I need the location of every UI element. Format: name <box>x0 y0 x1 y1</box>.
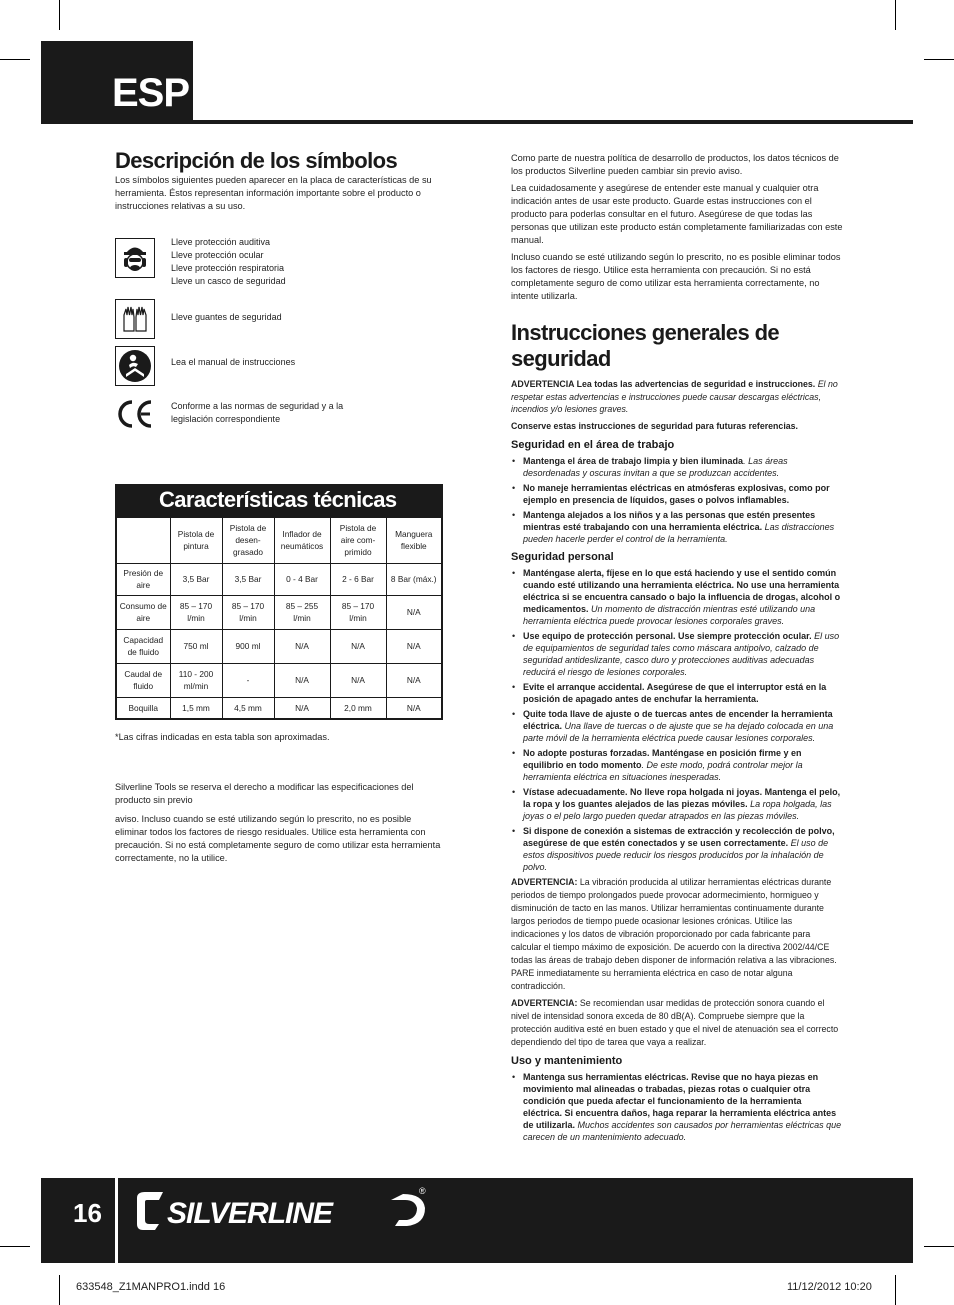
item-italic: Un momento de distracción mientras esté utilizando una herramienta eléctrica puede provocar lesiones corporales graves. <box>523 603 816 626</box>
table-cell: 85 – 255 l/min <box>274 595 330 629</box>
item-bold: No adopte posturas forzadas. Manténgase en posición firme y en equilibrio en todo momento <box>523 747 802 770</box>
symbol-label: Lleve un casco de seguridad <box>171 276 286 286</box>
table-cell: 750 ml <box>170 629 222 663</box>
item-italic: Muchos accidentes son causados por herramientas eléctricas que carecen de un mantenimiento adecuado. <box>523 1119 842 1142</box>
crop-mark <box>895 1275 896 1305</box>
symbol-label: Lleve protección respiratoria <box>171 263 285 273</box>
noise-warning <box>511 997 843 1049</box>
item-bold: Si dispone de conexión a sistemas de extracción y recolección de polvo, asegúrese de que estén conectados y se usen correctamente. <box>523 825 835 848</box>
item-bold: Mantenga alejados a los niños y a las personas que estén presentes mientras esté trabajando con una herramienta eléctrica. <box>523 509 816 532</box>
table-cell: 2 - 6 Bar <box>330 563 386 595</box>
header-rule <box>41 120 913 124</box>
table-cell: 3,5 Bar <box>222 563 274 595</box>
maintenance-heading: Uso y mantenimiento <box>511 1054 623 1067</box>
date-slug: 11/12/2012 10:20 <box>787 1281 872 1293</box>
protective-equipment-icon <box>115 238 155 278</box>
table-cell: Boquilla <box>116 697 170 719</box>
symbol-label: Conforme a las normas de seguridad y a la <box>171 401 344 411</box>
tech-table <box>115 516 443 720</box>
symbol-row-ce <box>115 394 343 434</box>
crop-mark <box>59 0 60 30</box>
registered-mark: ® <box>419 1186 426 1196</box>
vibration-lead: ADVERTENCIA: <box>511 876 578 887</box>
item-bold: Evite el arranque accidental. Asegúrese de que el interruptor está en la posición de apagado antes de enchufar la herramienta. <box>523 681 827 704</box>
keep-instructions: Conserve estas instrucciones de seguridad para futuras referencias. <box>511 420 798 431</box>
table-cell: N/A <box>386 629 442 663</box>
list-item <box>511 567 843 627</box>
symbol-row-gloves <box>115 299 282 339</box>
table-cell: 0 - 4 Bar <box>274 563 330 595</box>
page-number: 16 <box>73 1198 102 1228</box>
notice-paragraph: aviso. Incluso cuando se esté utilizando según lo prescrito, no es posible eliminar todos los factores de riesgo residuales. Utilice esta herramienta con precaución. Si no está completamente seguro de como utilizar esta herramienta correctamente, no la utilice. <box>115 814 441 863</box>
table-cell: N/A <box>274 697 330 719</box>
notice-paragraph: Silverline Tools se reserva el derecho a modificar las especificaciones del producto sin previo <box>115 782 414 805</box>
table-row <box>116 629 442 663</box>
personal-safety-list <box>511 567 843 873</box>
table-header-row <box>116 517 442 563</box>
crop-mark <box>59 1275 60 1305</box>
table-cell: - <box>222 663 274 697</box>
table-cell: 3,5 Bar <box>170 563 222 595</box>
specification-notice <box>115 781 445 869</box>
table-cell: Presión de aire <box>116 563 170 595</box>
brand-wordmark: SILVERLINE <box>167 1197 333 1230</box>
list-item <box>511 482 843 506</box>
intro-paragraph: Lea cuidadosamente y asegúrese de entender este manual y cualquier otra indicación antes de usar este producto. Guarde estas instrucciones con el producto para poderlas consultar en el futuro. Asegúrese de que todas las personas que utilizan este producto están completamente familiarizadas con este manual. <box>511 183 843 245</box>
work-area-heading: Seguridad en el área de trabajo <box>511 438 675 451</box>
table-cell: 4,5 mm <box>222 697 274 719</box>
item-bold: Use equipo de protección personal. Use siempre protección ocular. <box>523 630 812 641</box>
table-cell: 8 Bar (máx.) <box>386 563 442 595</box>
list-item <box>511 681 843 705</box>
table-header-cell: Inflador de neumáticos <box>274 517 330 563</box>
general-warning <box>511 378 843 416</box>
safety-title-line: seguridad <box>511 346 611 371</box>
tech-title-bar <box>115 484 443 516</box>
vibration-warning <box>511 876 843 993</box>
table-cell: Capacidad de fluido <box>116 629 170 663</box>
table-cell: N/A <box>330 663 386 697</box>
table-cell: Consumo de aire <box>116 595 170 629</box>
language-code: ESP <box>112 71 190 115</box>
item-italic: El uso de estos dispositivos puede reducir los riesgos producidos por la inhalación de polvo. <box>523 837 829 872</box>
symbol-row-manual <box>115 346 295 386</box>
table-header-cell: Pistola de aire com-primido <box>330 517 386 563</box>
intro-paragraph: Como parte de nuestra política de desarrollo de productos, los datos técnicos de los productos Silverline pueden cambiar sin previo aviso. <box>511 153 839 176</box>
list-item <box>511 747 843 783</box>
symbols-intro: Los símbolos siguientes pueden aparecer en la placa de características de su herramienta. Éstos representan información importante sobre el producto o instrucciones relativas a su uso. <box>115 175 432 211</box>
table-cell: N/A <box>386 663 442 697</box>
item-bold: Manténgase alerta, fíjese en lo que está haciendo y use el sentido común cuando esté utilizando una herramienta eléctrica. No use una herramienta eléctrica si se encuentra cansado o bajo la influencia de drogas, alcohol o medicamentos. <box>523 567 841 614</box>
noise-text: Se recomiendan usar medidas de protección sonora cuando el nivel de intensidad sonora exceda de 80 dB(A). Compruebe siempre que la protección auditiva esté en buen estado y que el nivel de atenuación sea el correcto dependiendo del tipo de tarea que vaya a realizar. <box>511 997 839 1047</box>
safety-title <box>511 320 843 372</box>
warning-italic: El no respetar estas advertencias e instrucciones puede causar descargas eléctricas, incendios y/o lesiones graves. <box>511 379 838 414</box>
table-cell: 110 - 200 ml/min <box>170 663 222 697</box>
tech-title: Características técnicas <box>159 487 397 512</box>
list-item <box>511 1071 843 1143</box>
symbols-title: Descripción de los símbolos <box>115 148 398 173</box>
warning-bold: ADVERTENCIA Lea todas las advertencias de seguridad e instrucciones. <box>511 379 816 389</box>
item-bold: No maneje herramientas eléctricas en atmósferas explosivas, como por ejemplo en presencia de líquidos, gases o polvos inflamables. <box>523 482 830 505</box>
right-column <box>511 152 843 1146</box>
item-italic: Una llave de tuercas o de ajuste que se ha dejado colocada en una parte móvil de la herramienta eléctrica puede causar lesiones corporales. <box>523 720 834 743</box>
work-area-list <box>511 455 843 545</box>
item-bold: Mantenga sus herramientas eléctricas. Revise que no haya piezas en movimiento mal alineadas o trabadas, piezas rotas o cualquier otra condición que pueda afectar el funcionamiento de la herramienta eléctrica. Si encuentra daños, haga reparar la herramienta eléctrica antes de utilizarla. <box>523 1071 837 1130</box>
gloves-icon <box>115 299 155 339</box>
crop-mark <box>924 59 954 60</box>
item-italic: El uso de equipamientos de seguridad tales como máscara antipolvo, calzado de seguridad antideslizante, casco duro y protecciones auditivas adecuadas reducirá el riesgo de lesiones corporales. <box>523 630 840 677</box>
silverline-logo <box>133 1186 433 1236</box>
symbol-label: Lleve protección ocular <box>171 250 264 260</box>
item-italic: La ropa holgada, las joyas o el pelo largo pueden quedar atrapados en las piezas móviles. <box>523 798 832 821</box>
table-header-cell <box>116 517 170 563</box>
table-cell: 85 – 170 l/min <box>170 595 222 629</box>
item-bold: Vístase adecuadamente. No lleve ropa holgada ni joyas. Mantenga el pelo, la ropa y los guantes alejados de las piezas móviles. <box>523 786 841 809</box>
table-cell: 1,5 mm <box>170 697 222 719</box>
item-italic: Las distracciones pueden hacerle perder el control de la herramienta. <box>523 521 835 544</box>
symbol-label: Lea el manual de instrucciones <box>171 357 296 367</box>
noise-lead: ADVERTENCIA: <box>511 997 578 1008</box>
table-cell: 85 – 170 l/min <box>330 595 386 629</box>
list-item <box>511 708 843 744</box>
symbol-label: Lleve guantes de seguridad <box>171 312 282 322</box>
table-cell: N/A <box>330 629 386 663</box>
item-italic: . Las áreas desordenadas y oscuras invitan a que se produzcan accidentes. <box>523 455 788 478</box>
vibration-text: La vibración producida al utilizar herramientas eléctricas durante periodos de tiempo prolongados puede provocar adormecimiento, hormigueo y disminución de tacto en las manos. Utilizar herramientas continuamente durante largos periodos de tiempo puede ocasionar lesiones crónicas. Utilice las indicaciones y los datos de vibración proporcionado por cada fabricante para calcular el tiempo máximo de exposición. De acuerdo con la directiva 2002/44/CE todas las áreas de trabajo deben disponer de información relativa a las vibraciones. PARE inmediatamente su herramienta eléctrica en caso de notar alguna contradicción. <box>511 876 837 991</box>
safety-title-line: Instrucciones generales de <box>511 320 780 345</box>
crop-mark <box>0 1246 30 1247</box>
item-bold: Mantenga el área de trabajo limpia y bien iluminada <box>523 455 744 466</box>
table-row <box>116 663 442 697</box>
table-cell: Caudal de fluido <box>116 663 170 697</box>
symbol-label: legislación correspondiente <box>171 414 281 424</box>
symbol-row-ppe <box>115 238 286 288</box>
footer-divider <box>115 1178 118 1263</box>
read-manual-icon <box>115 346 155 386</box>
table-cell: N/A <box>274 629 330 663</box>
table-cell: N/A <box>274 663 330 697</box>
maintenance-list <box>511 1071 843 1143</box>
crop-mark <box>924 1246 954 1247</box>
table-cell: N/A <box>386 595 442 629</box>
intro-paragraph: Incluso cuando se esté utilizando según lo prescrito, no es posible eliminar todos los factores de riesgo. Utilice esta herramienta con precaución. Si no está completamente seguro de como utilizar esta herramienta correctamente, no intente utilizarla. <box>511 252 841 301</box>
crop-mark <box>0 59 30 60</box>
left-column <box>115 148 445 863</box>
table-cell: 900 ml <box>222 629 274 663</box>
list-item <box>511 509 843 545</box>
symbol-label: Lleve protección auditiva <box>171 237 271 247</box>
item-bold: Quite toda llave de ajuste o de tuercas antes de encender la herramienta eléctrica. <box>523 708 833 731</box>
table-row <box>116 697 442 719</box>
table-header-cell: Pistola de desen-grasado <box>222 517 274 563</box>
table-row <box>116 563 442 595</box>
ce-mark-icon <box>115 394 155 434</box>
crop-mark <box>895 0 896 30</box>
list-item <box>511 825 843 873</box>
table-cell: N/A <box>386 697 442 719</box>
table-header-cell: Pistola de pintura <box>170 517 222 563</box>
list-item <box>511 455 843 479</box>
file-slug: 633548_Z1MANPRO1.indd 16 <box>76 1281 226 1293</box>
table-cell: 2,0 mm <box>330 697 386 719</box>
table-header-cell: Manguera flexible <box>386 517 442 563</box>
item-italic: . De este modo, podrá controlar mejor la herramienta eléctrica en situaciones inesperadas. <box>523 759 803 782</box>
list-item <box>511 786 843 822</box>
table-row <box>116 595 442 629</box>
list-item <box>511 630 843 678</box>
table-footnote: *Las cifras indicadas en esta tabla son aproximadas. <box>115 732 330 742</box>
table-cell: 85 – 170 l/min <box>222 595 274 629</box>
personal-safety-heading: Seguridad personal <box>511 550 614 563</box>
